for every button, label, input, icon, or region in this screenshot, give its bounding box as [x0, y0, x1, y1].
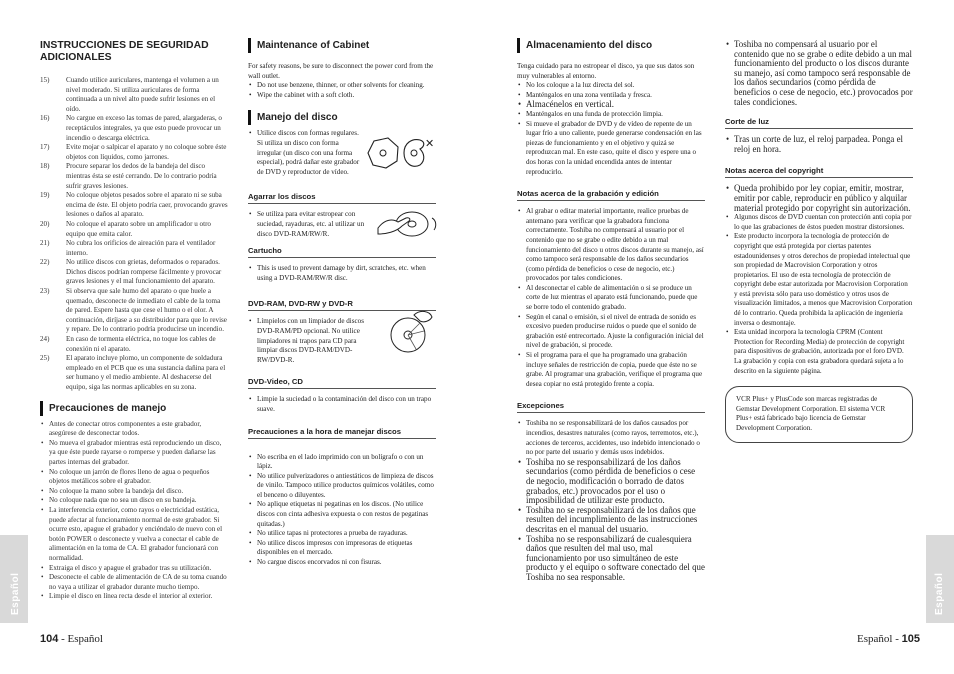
language-tab-right	[926, 535, 954, 623]
item-text: Cuando utilice auriculares, mantenga el volumen a un nivel moderado. Si utiliza auriculares de forma continuada a un nivel alto puede sufrir lesiones en el oído.	[66, 76, 219, 113]
footer-right	[857, 633, 920, 645]
cartridge-list	[248, 264, 436, 283]
disc-cleaning-icon	[386, 309, 436, 357]
item-number: 19)	[40, 191, 50, 200]
list-item: • La interferencia exterior, como rayos o electricidad estática, puede afectar al funcionamiento normal de este grabador. Si ocurre esto, apague el grabador y enciéndalo de nuevo con el botón POWER o desconecte y vuelva a conectar el cable de alimentación en la toma de CA. El grabador funcionará con normalidad.	[40, 506, 228, 564]
item-text: No cubra los orificios de aireación para el ventilador interno.	[66, 239, 216, 257]
storage-title: Almacenamiento del disco	[517, 40, 705, 51]
language-tab-left	[0, 535, 28, 623]
list-item: • Manténgalos en una funda de protección limpia.	[517, 110, 705, 120]
holding-list	[248, 210, 370, 239]
list-item: • Si el programa para el que ha programado una grabación incluye señales de restricción de copia, puede que éste no se grabe. Al programar una grabación, verifique el programa que desea copiar no está protegido frente a copia.	[517, 351, 705, 389]
list-item: • Tras un corte de luz, el reloj parpadea. Ponga el reloj en hora.	[725, 135, 913, 154]
list-item: • No los coloque a la luz directa del sol.	[517, 81, 705, 91]
list-item: • No aplique etiquetas ni pegatinas en los discos. (No utilice discos con cinta adhesiva expuesta o con restos de pegatinas quitadas.)	[248, 500, 436, 529]
list-item: • No coloque un jarrón de flores lleno de agua o pequeños objetos metálicos sobre el grabador.	[40, 468, 228, 487]
precautions-title: Precauciones a la hora de manejar discos	[248, 427, 436, 439]
item-number: 24)	[40, 335, 50, 344]
list-item: • Toshiba no se responsabilizará de los daños que resulten del incumplimiento de las instrucciones descritas en el manual del usuario.	[517, 506, 705, 535]
numbered-item	[40, 258, 228, 287]
list-item: • Límpielos con un limpiador de discos DVD-RAM/PD opcional. No utilice limpiadores ni trapos para CD para limpiar discos DVD-RAM/DVD-RW/DVD-R.	[248, 317, 378, 365]
page-language: Español -	[857, 633, 899, 645]
list-item: • Se utiliza para evitar estropear con suciedad, rayaduras, etc. al utilizar un disco DVD-RAM/RW/R.	[248, 210, 370, 239]
numbered-item	[40, 239, 228, 258]
storage-intro: Tenga cuidado para no estropear el disco, ya que sus datos son muy vulnerables al entorno.	[517, 62, 695, 80]
numbered-item	[40, 114, 228, 143]
item-text: No coloque objetos pesados sobre el aparato ni se suba encima de éste. El objeto podría caer, provocando graves lesiones o daños al aparato.	[66, 191, 228, 219]
item-number: 21)	[40, 239, 50, 248]
item-text: No cargue en exceso las tomas de pared, alargaderas, o receptáculos integrales, ya que esto puede provocar un incendio o descarga eléctrica.	[66, 114, 222, 142]
list-item: • Este producto incorpora la tecnología de protección de copyright que está protegida por ciertas patentes estadounidenses y otros derechos de propiedad intelectual que son propiedad de Macrovision Corporation y otros propietarios. El uso de esta tecnología de protección de copyright debe estar autorizada por Macrovision Corporation y está prevista sólo para uso doméstico y otros usos de visualización limitados, a menos que Macrovision Corporation dé lo contrario. Queda prohibida la aplicación de ingeniería inversa o desmontaje.	[725, 232, 913, 328]
exceptions-list	[517, 419, 705, 582]
list-item: • This is used to prevent damage by dirt, scratches, etc. when using a DVD-RAM/RW/R disc.	[248, 264, 436, 283]
handling-list	[40, 420, 228, 602]
item-number: 22)	[40, 258, 50, 267]
list-item: • Toshiba no se responsabilizará de cualesquiera daños que resulten del mal uso, mal funcionamiento por uso simultáneo de este producto y el equipo o software conectado del que Toshiba no sea responsable.	[517, 535, 705, 583]
list-item: • Limpie la suciedad o la contaminación del disco con un trapo suave.	[248, 395, 436, 414]
list-item: • Al desconectar el cable de alimentación o si se produce un corte de luz mientras el aparato está funcionando, puede que se borre todo el contenido grabado.	[517, 284, 705, 313]
numbered-item	[40, 354, 228, 392]
numbered-item	[40, 191, 228, 220]
language-tab-label: Español	[10, 572, 21, 615]
numbered-item	[40, 162, 228, 191]
list-item: • Manténgalos en una zona ventilada y fresca.	[517, 91, 705, 101]
list-item: • No mueva el grabador mientras está reproduciendo un disco, ya que éste puede rayarse o romperse y pueden dañarse las partes internas del grabador.	[40, 439, 228, 468]
far-column	[725, 36, 913, 443]
list-item: • Desconecte el cable de alimentación de CA de su toma cuando no vaya a utilizar el grabador durante mucho tiempo.	[40, 573, 228, 592]
mid-column	[248, 36, 436, 568]
list-item: • Si mueve el grabador de DVD y de vídeo de repente de un lugar frío a uno caliente, puede generarse condensación en las piezas de funcionamiento y en el objetivo y quizá se reproduzcan mal. En este caso, quite el disco y espere una o dos horas con la unidad encendida antes de intentar reproducirlo.	[517, 120, 705, 178]
item-text: El aparato incluye plomo, un componente de soldadura empleado en el PCB que es una sustancia dañina para el ser humano y el medio ambiente. Al deshacerse del equipo, siga las normas aplicables en su zona.	[66, 354, 226, 391]
list-item: • Algunos discos de DVD cuentan con protección anti copia por lo que las grabaciones de éstos pueden mostrar distorsiones.	[725, 213, 913, 232]
numbered-item	[40, 287, 228, 335]
section-title: INSTRUCCIONES DE SEGURIDAD ADICIONALES	[40, 40, 209, 63]
item-number: 16)	[40, 114, 50, 123]
language-tab-label: Español	[934, 572, 945, 615]
page-number: 105	[901, 633, 920, 645]
item-number: 15)	[40, 76, 50, 84]
dvdvideo-list	[248, 395, 436, 414]
precautions-list	[248, 453, 436, 568]
item-text: Procure separar los dedos de la bandeja del disco mientras ésta se esté cerrando. De lo contrario podría sufrir graves lesiones.	[66, 162, 217, 190]
left-column	[40, 36, 228, 602]
item-number: 20)	[40, 219, 50, 228]
item-number: 25)	[40, 354, 50, 363]
item-number: 18)	[40, 162, 50, 171]
numbered-item	[40, 76, 228, 114]
disc-title: Manejo del disco	[248, 112, 436, 123]
list-item: • Limpie el disco en línea recta desde el interior al exterior.	[40, 592, 228, 602]
list-item: • Antes de conectar otros componentes a este grabador, asegúrese de desconectar todos.	[40, 420, 228, 439]
x-mark-icon: ✕	[425, 137, 435, 151]
list-item: • Utilice discos con formas regulares. Si utiliza un disco con forma irregular (un disco con una forma especial), podrá dañar este grabador de DVD y reproductor de vídeo.	[248, 129, 360, 177]
disc-shapes-block	[248, 129, 436, 185]
item-text: No utilice discos con grietas, deformados o reparados. Dichos discos podrían romperse fácilmente y provocar graves lesiones y el mal funcionamiento del aparato.	[66, 258, 222, 286]
item-number: 17)	[40, 143, 50, 152]
list-item: • Según el canal o emisión, si el nivel de entrada de sonido es excesivo pueden producirse ruidos o puede que el sonido de grabación esté entrecortado. Ajuste la configuración inicial del nivel de grabación, si procede.	[517, 313, 705, 351]
disc-shapes-icon	[364, 135, 436, 171]
list-item: • Toshiba no se responsabilizará de los daños causados por incendios, desastres naturales (como rayos, terremotos, etc.), acciones de terceros, accidentes, uso indebido intencionado o no por parte del usuario y demás usos indebidos.	[517, 419, 705, 457]
list-item: • No coloque la mano sobre la bandeja del disco.	[40, 487, 228, 497]
maintenance-intro: For safety reasons, be sure to disconnect the power cord from the wall outlet.	[248, 62, 434, 80]
safety-list	[40, 76, 228, 393]
item-text: Evite mojar o salpicar el aparato y no coloque sobre éste objetos con líquidos, como jarrones.	[66, 143, 227, 161]
numbered-item	[40, 335, 228, 354]
exceptions-title: Excepciones	[517, 401, 705, 413]
list-item: • Almacénelos en vertical.	[517, 100, 705, 110]
numbered-item	[40, 143, 228, 162]
maintenance-list	[248, 81, 436, 100]
item-text: Si observa que sale humo del aparato o que huele a quemado, desconecte de inmediato el cable de la toma de pared. Espere hasta que cese el humo o el olor. A continuación, diríjase a su distribuidor para que lo revise y repare. De lo contrario podría producirse un incendio.	[66, 287, 227, 334]
list-item: • No cargue discos encorvados ni con fisuras.	[248, 558, 436, 568]
list-item: • No utilice discos impresos con impresoras de etiquetas disponibles en el mercado.	[248, 539, 436, 558]
item-number: 23)	[40, 287, 50, 296]
footer-left	[40, 633, 103, 645]
list-item: • No utilice tapas ni protectores a prueba de rayaduras.	[248, 529, 436, 539]
cartridge-title: Cartucho	[248, 246, 436, 258]
disc-list	[248, 129, 360, 177]
power-list	[725, 135, 913, 154]
copyright-title: Notas acerca del copyright	[725, 166, 913, 178]
dvdvideo-title: DVD-Video, CD	[248, 377, 436, 389]
list-item: • No utilice pulverizadores o antiestáticos de limpieza de discos de vinilo. Tampoco utilice productos químicos volátiles, como el benceno o diluyentes.	[248, 472, 436, 501]
list-item: • Extraiga el disco y apague el grabador tras su utilización.	[40, 564, 228, 574]
page-number: 104	[40, 633, 59, 645]
list-item: • Al grabar o editar material importante, realice pruebas de antemano para verificar que la grabadora funciona correctamente. Toshiba no compensará al usuario por el contenido que no se grabe o edite debido a un mal funcionamiento del disco u otros discos durante su manejo, así como tampoco será responsable de los daños secundarios (como pérdida de beneficios o cese de negocio, etc.) provocados por tales condiciones.	[517, 207, 705, 284]
list-item: • Esta unidad incorpora la tecnología CPRM (Content Protection for Recording Media) de protección de copyright para dispositivos de grabación, autorizada por el foro DVD. La grabación y copia con esta grabadora quedará sujeta a lo descrito en la siguiente página.	[725, 328, 913, 376]
list-item: • Queda prohibido por ley copiar, emitir, mostrar, emitir por cable, reproducir en público y alquilar material protegido por copyright sin autorización.	[725, 184, 913, 213]
holding-title: Agarrar los discos	[248, 192, 436, 204]
toshiba-list	[725, 40, 913, 107]
maintenance-title: Maintenance of Cabinet	[248, 40, 436, 51]
right-column	[517, 36, 705, 583]
copyright-list	[725, 184, 913, 376]
dvdram-title: DVD-RAM, DVD-RW y DVD-R	[248, 299, 436, 311]
right-page	[477, 0, 954, 674]
list-item: • Toshiba no se responsabilizará de los daños secundarios (como pérdida de beneficios o cese de negocio, modificación o borrado de datos grabados, etc.) provocados por el uso o imposibilidad de utilizar este producto.	[517, 458, 705, 506]
list-item: • Toshiba no compensará al usuario por el contenido que no se grabe o edite debido a un mal funcionamiento del producto o los discos durante su manejo, así como tampoco será responsable de los daños secundarios (como pérdida de beneficios o cese de negocio, etc.) provocados por tales condiciones.	[725, 40, 913, 107]
dvdram-list	[248, 317, 378, 365]
item-text: En caso de tormenta eléctrica, no toque los cables de conexión ni el aparato.	[66, 335, 216, 353]
notes-title: Notas acerca de la grabación y edición	[517, 189, 705, 201]
vcr-plus-box: VCR Plus+ y PlusCode son marcas registradas de Gemstar Development Corporation. El sistema VCR Plus+ está fabricado bajo licencia de Gemstar Development Corporation.	[725, 386, 913, 442]
list-item: • No coloque nada que no sea un disco en su bandeja.	[40, 496, 228, 506]
hand-holding-disc-icon	[376, 208, 438, 240]
storage-list	[517, 81, 705, 177]
handling-title: Precauciones de manejo	[40, 403, 228, 414]
item-text: No coloque el aparato sobre un amplificador u otro equipo que emita calor.	[66, 219, 211, 238]
list-item: • Do not use benzene, thinner, or other solvents for cleaning.	[248, 81, 436, 91]
list-item: • No escriba en el lado imprimido con un bolígrafo o con un lápiz.	[248, 453, 436, 472]
list-item: • Wipe the cabinet with a soft cloth.	[248, 91, 436, 101]
notes-list	[517, 207, 705, 389]
power-title: Corte de luz	[725, 117, 913, 129]
page-language: - Español	[61, 633, 103, 645]
numbered-item	[40, 220, 228, 239]
